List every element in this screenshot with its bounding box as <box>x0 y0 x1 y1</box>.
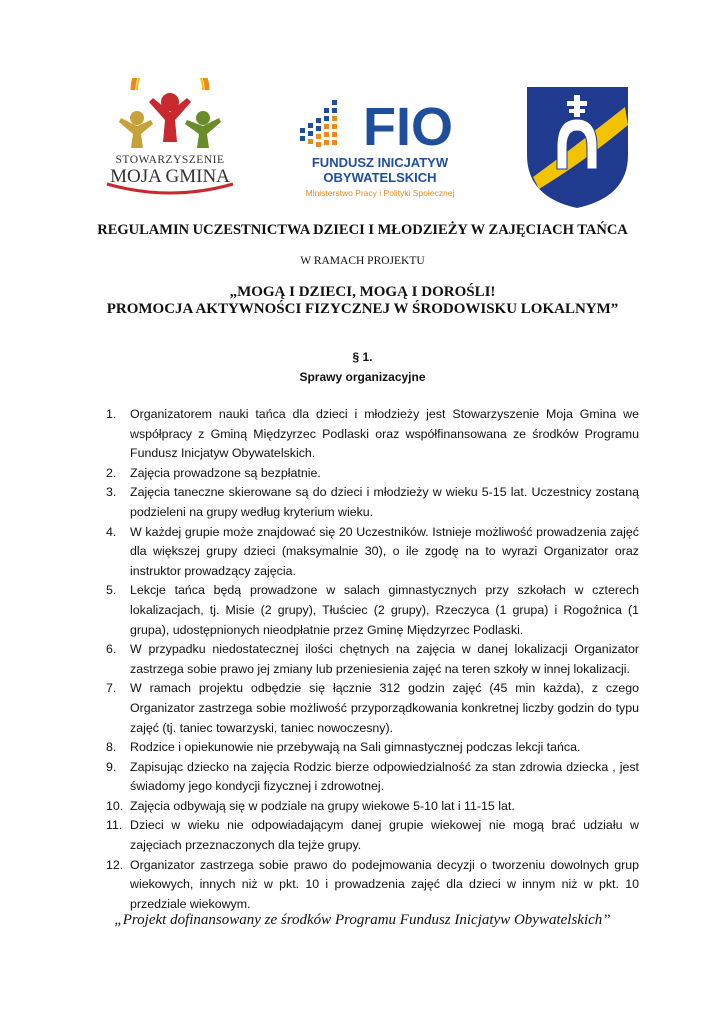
list-item <box>95 523 639 582</box>
section-title: Sprawy organizacyjne <box>299 370 426 384</box>
list-item-number: 11. <box>106 818 123 833</box>
list-item-number: 6. <box>106 642 117 657</box>
section-number: § 1. <box>352 350 373 364</box>
rules-list <box>95 405 639 914</box>
list-item-text: Lekcje tańca będą prowadzone w salach gimnastycznych przy szkołach w czterech lokalizacjach, tj. Misie (2 grupy), Tłuściec (2 grupy), Rzeczyca (1 grupa) i Rogoźnica (1 grupa), udostępnionych nieodpłatnie przez Gminę Międzyrzec Podlaski. <box>130 583 639 637</box>
list-item <box>95 816 639 855</box>
list-item-number: 4. <box>106 524 117 539</box>
list-item-text: Dzieci w wieku nie odpowiadającym danej grupie wiekowej nie mogą brać udziału w zajęciach przeznaczonych dla tejże grupy. <box>130 818 639 853</box>
fio-logo-line3: Ministerstwo Pracy i Polityki Społecznej <box>305 188 455 198</box>
list-item-text: Zajęcia taneczne skierowane są do dzieci i młodzieży w wieku 5-15 lat. Uczestnicy zostaną podzieleni na grupy według kryterium wieku. <box>130 485 639 519</box>
list-item <box>95 464 639 484</box>
list-item <box>95 581 639 640</box>
list-item <box>95 738 639 758</box>
list-item-text: Rodzice i opiekunowie nie przebywają na Sali gimnastycznej podczas lekcji tańca. <box>130 740 581 755</box>
list-item-text: Zajęcia prowadzone są bezpłatnie. <box>130 465 321 480</box>
list-item <box>95 405 639 464</box>
list-item-number: 10. <box>106 798 124 813</box>
list-item-number: 2. <box>106 465 117 480</box>
project-name-line1: „MOGĄ I DZIECI, MOGĄ I DOROŚLI! <box>229 284 496 300</box>
document-subtitle: W RAMACH PROJEKTU <box>300 255 425 267</box>
list-item-number: 8. <box>106 740 117 755</box>
list-item-number: 7. <box>106 681 117 696</box>
list-item-text: W ramach projektu odbędzie się łącznie 312 godzin zajęć (45 min każda), z czego Organizator zastrzega sobie możliwość przyporządkowania konkretnej liczby godzin do typu zajęć (tj. taniec towarzyski, taniec nowoczesny). <box>130 681 639 735</box>
fio-logo <box>290 95 470 205</box>
list-item-number: 3. <box>106 485 117 500</box>
fio-logo-line2: OBYWATELSKICH <box>323 170 437 185</box>
project-name-line2: PROMOCJA AKTYWNOŚCI FIZYCZNEJ W ŚRODOWISKU LOKALNYM” <box>106 301 619 317</box>
fio-logo-text: FIO <box>363 97 453 157</box>
list-item <box>95 679 639 738</box>
list-item-text: W każdej grupie może znajdować się 20 Uczestników. Istnieje możliwość prowadzenia zajęć dla większej grupy dzieci (maksymalnie 30), o ile zgodę na to wyrazi Organizator oraz instruktor prowadzący zajęcia. <box>130 524 639 578</box>
funding-footer: „Projekt dofinansowany ze środków Programu Fundusz Inicjatyw Obywatelskich” <box>114 912 611 928</box>
moja-gmina-logo <box>95 78 245 196</box>
list-item <box>95 856 639 915</box>
list-item-number: 1. <box>106 407 117 421</box>
list-item-number: 12. <box>106 857 124 872</box>
list-item <box>95 758 639 797</box>
list-item-text: Organizator zastrzega sobie prawo do podejmowania decyzji o tworzeniu dowolnych grup wiekowych, innych niż w pkt. 10 i prowadzenia zajęć dla dzieci w innym niż w pkt. 10 przedziale wiekowym. <box>130 857 639 911</box>
list-item-number: 5. <box>106 583 117 598</box>
list-item <box>95 797 639 817</box>
list-item-text: W przypadku niedostatecznej ilości chętnych na zajęcia w danej lokalizacji Organizator zastrzega sobie prawo jej zmiany lub przeniesienia zajęć na teren szkoły w innej lokalizacji. <box>130 642 639 676</box>
list-item <box>95 483 639 522</box>
list-item-text: Zajęcia odbywają się w podziale na grupy wiekowe 5-10 lat i 11-15 lat. <box>130 798 515 813</box>
list-item-text: Zapisując dziecko na zajęcia Rodzic bierze odpowiedzialność za stan zdrowia dziecka , jest świadomy jego kondycji fizycznej i zdrowotnej. <box>130 759 639 794</box>
coat-of-arms-icon <box>525 85 630 210</box>
list-item-text: Organizatorem nauki tańca dla dzieci i młodzieży jest Stowarzyszenie Moja Gmina we współpracy z Gminą Międzyrzec Podlaski oraz współfinansowana ze środków Programu Fundusz Inicjatyw Obywatelskich. <box>130 407 639 461</box>
moja-gmina-logo-line2: MOJA GMINA <box>110 166 230 187</box>
list-item-number: 9. <box>106 759 117 774</box>
moja-gmina-logo-line1: STOWARZYSZENIE <box>115 154 225 166</box>
list-item <box>95 640 639 679</box>
document-title: REGULAMIN UCZESTNICTWA DZIECI I MŁODZIEŻY W ZAJĘCIACH TAŃCA <box>97 222 628 238</box>
fio-logo-line1: FUNDUSZ INICJATYW <box>311 155 449 170</box>
